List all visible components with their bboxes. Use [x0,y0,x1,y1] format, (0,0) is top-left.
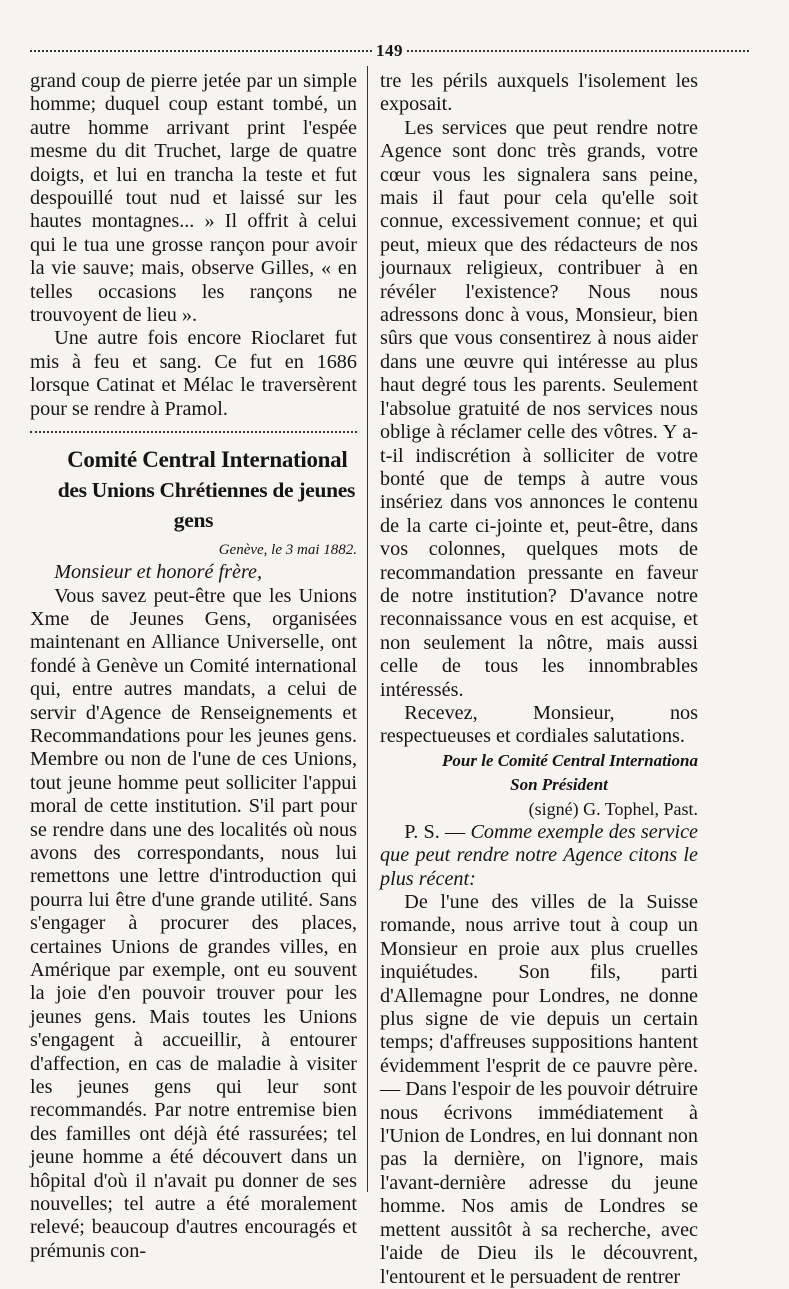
closing-paragraph: Recevez, Monsieur, nos respectueuses et cordiales salutations. [380,701,698,748]
header-rule-right [407,50,749,52]
letter-salutation: Monsieur et honoré frère, [54,561,263,584]
page-number: 149 [376,41,403,60]
intro-paragraph: grand coup de pierre jetée par un simple homme; duquel coup estant tombé, un autre homme arrivant print l'espée mesme du dit Truchet, large de quatre doigts, et lui en trancha la teste et fut despouillé tout nud et laissé sur les hautes montagnes... » Il offrit à celui qui le tua une grosse rançon pour avoir la vie sauve; mais, observe Gilles, « en telles occasions les rançons ne trouvoyent de lieu ». [30,70,357,327]
ps-lead: P. S. — [404,820,471,843]
rioclaret-paragraph: Une autre fois encore Rioclaret fut mis à feu et sang. Ce fut en 1686 lorsque Catinat et Mélac le traversèrent pour se rendre à Pramol. [30,327,357,420]
letter-body-left: Vous savez peut-être que les Unions Xme de Jeunes Gens, organisées maintenant en Alliance Universelle, ont fondé à Genève un Comité international qui, entre autres mandats, a celui de servir d'Agence de Renseignements et Recommandations pour les jeunes gens. Membre ou non de l'une de ces Unions, tout jeune homme peut solliciter l'appui moral de cette institution. S'il part pour se rendre dans une des localités où nous avons des correspondants, nous lui remettons une lettre d'introduction qui pourra lui être d'une grande utilité. Sans s'engager à procurer des places, certaines Unions de grandes villes, en Amérique par exemple, ont eu souvent la joie d'en pouvoir trouver pour les jeunes gens. Mais toutes les Unions s'engagent à accueillir, à entourer d'affection, en cas de maladie à visiter les jeunes gens qui leur sont recommandés. Par notre entremise bien des familles ont déjà été rassurées; tel jeune homme a été découvert dans un hôpital d'où il n'avait pu donner de ses nouvelles; tel autre a été moralement relevé; beaucoup d'autres encouragés et prémunis con- [30,584,357,1262]
postscript-body: De l'une des villes de la Suisse romande, nous arrive tout à coup un Monsieur en proie aux plus cruelles inquiétudes. Son fils, parti d'Allemagne pour Londres, ne donne plus signe de vie depuis un certain temps; d'affreuses suppositions hantent évidemment l'esprit de ce pauvre père. — Dans l'espoir de les pouvoir détruire nous écrivons immédiatement à l'Union de Londres, en lui donnant non pas la dernière, on l'ignore, mais l'avant-dernière adresse du jeune homme. Nos amis de Londres se mettent aussitôt à sa recherche, avec l'aide de Dieu ils le découvrent, l'entourent et le persuadent de rentrer [380,891,698,1288]
ps-italic: Comme exemple des service que peut rendre notre Agence citons le plus récent: [380,820,699,890]
signature-name: (signé) G. Tophel, Past. [528,798,698,819]
letter-heading-unions: des Unions Chrétiennes de jeunes gens [57,478,356,533]
column-divider [367,66,368,1192]
signature-president: Son Président [510,774,608,794]
letter-dateline: Genève, le 3 mai 1882. [218,542,357,559]
signature-committee: Pour le Comité Central Internationa [442,750,698,770]
right-column [380,70,699,1288]
section-separator [30,431,357,433]
postscript-intro [380,821,698,891]
letter-heading-committee: Comité Central International [67,447,348,473]
services-paragraph: Les services que peut rendre notre Agence sont donc très grands, votre cœur vous les signalera sans peine, mais il faut pour cela qu'elle soit connue, excessivement connue; et qui peut, mieux que des rédacteurs de nos journaux religieux, contribuer à en révéler l'existence? Nous nous adressons donc à vous, Monsieur, bien sûrs que vous consentirez à nous aider dans une œuvre qui intéresse au plus haut degré tous les parents. Seulement l'absolue gratuité de nos services nous oblige à réclamer celle des vôtres. Y a-t-il indiscrétion à solliciter de votre bonté que de temps à autre vous insériez dans vos annonces le contenu de la carte ci-jointe et, peut-être, dans vos colonnes, quelques mots de recommandation pressante en faveur de notre institution? D'avance notre reconnaissance vous en est acquise, et non seulement la nôtre, mais aussi celle de tous les innombrables intéressés. [380,116,698,701]
page-header [30,40,749,62]
left-column [30,70,357,1262]
letter-continuation: tre les périls auxquels l'isolement les exposait. [380,70,698,116]
header-rule-left [30,50,372,52]
